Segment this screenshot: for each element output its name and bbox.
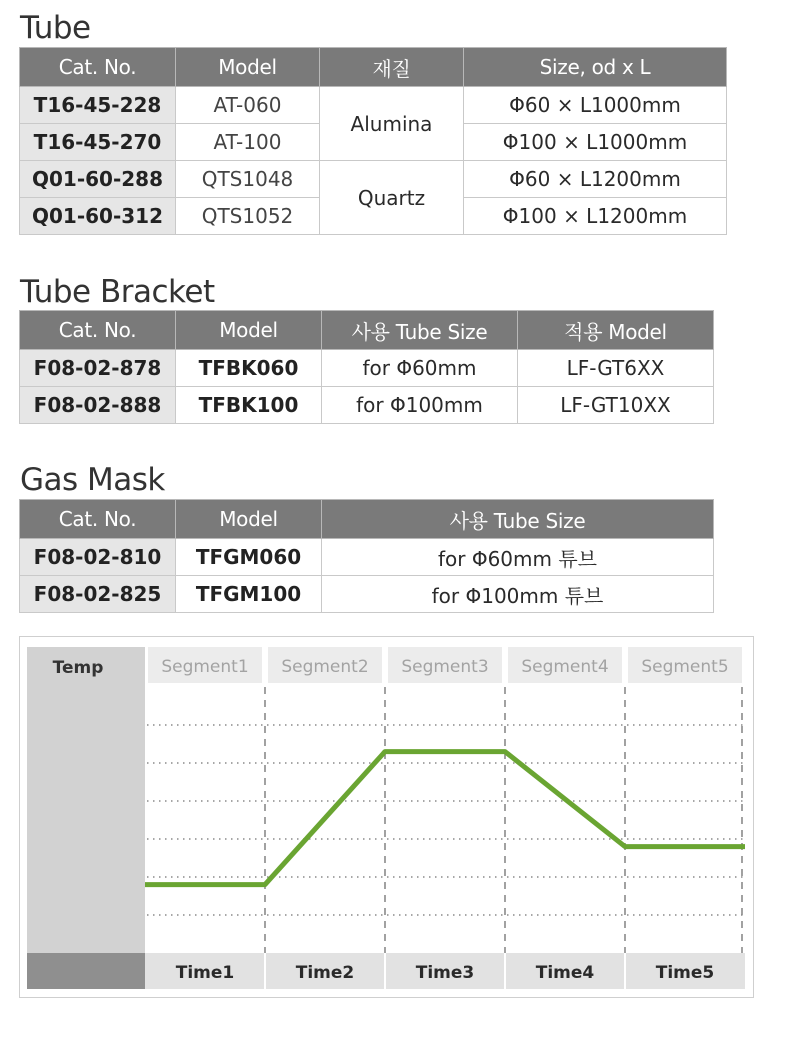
temperature-profile-chart bbox=[19, 636, 754, 998]
size-cell: Φ100 × L1200mm bbox=[464, 198, 727, 235]
size-cell: Φ100 × L1000mm bbox=[464, 124, 727, 161]
model-cell: AT-100 bbox=[176, 124, 320, 161]
tube-size-cell: for Φ60mm 튜브 bbox=[322, 539, 714, 576]
y-axis-label: Temp bbox=[52, 658, 104, 678]
chart-svg bbox=[20, 637, 753, 997]
bracket-section-title: Tube Bracket bbox=[20, 274, 215, 310]
table-row bbox=[20, 539, 714, 576]
header-model: Model bbox=[176, 311, 322, 350]
model-cell: TFGM060 bbox=[176, 539, 322, 576]
header-tube-size: 사용 Tube Size bbox=[322, 500, 714, 539]
model-cell: QTS1048 bbox=[176, 161, 320, 198]
model-cell: AT-060 bbox=[176, 87, 320, 124]
material-cell: Alumina bbox=[320, 87, 464, 161]
gasmask-section-title: Gas Mask bbox=[20, 462, 165, 498]
applied-model-cell: LF-GT10XX bbox=[518, 387, 714, 424]
header-cat-no: Cat. No. bbox=[20, 48, 176, 87]
gasmask-table bbox=[19, 499, 714, 613]
time-tick-label: Time4 bbox=[535, 963, 595, 983]
table-row bbox=[20, 161, 727, 198]
header-material: 재질 bbox=[320, 48, 464, 87]
time-tick-label: Time5 bbox=[655, 963, 715, 983]
header-model: Model bbox=[176, 48, 320, 87]
model-cell: TFBK100 bbox=[176, 387, 322, 424]
segment-label: Segment4 bbox=[521, 657, 609, 677]
table-row bbox=[20, 576, 714, 613]
time-tick-label: Time3 bbox=[415, 963, 475, 983]
cat-no-cell: T16-45-228 bbox=[20, 87, 176, 124]
applied-model-cell: LF-GT6XX bbox=[518, 350, 714, 387]
header-cat-no: Cat. No. bbox=[20, 500, 176, 539]
table-row bbox=[20, 87, 727, 124]
temperature-profile-line bbox=[145, 752, 745, 885]
size-cell: Φ60 × L1200mm bbox=[464, 161, 727, 198]
header-size: Size, od x L bbox=[464, 48, 727, 87]
cat-no-cell: F08-02-888 bbox=[20, 387, 176, 424]
axis-corner bbox=[27, 953, 145, 989]
header-tube-size: 사용 Tube Size bbox=[322, 311, 518, 350]
segment-label: Segment1 bbox=[161, 657, 249, 677]
header-model: Model bbox=[176, 500, 322, 539]
time-tick-label: Time2 bbox=[295, 963, 355, 983]
model-cell: QTS1052 bbox=[176, 198, 320, 235]
table-row bbox=[20, 350, 714, 387]
segment-label: Segment3 bbox=[401, 657, 489, 677]
model-cell: TFBK060 bbox=[176, 350, 322, 387]
tube-size-cell: for Φ100mm bbox=[322, 387, 518, 424]
header-applied-model: 적용 Model bbox=[518, 311, 714, 350]
tube-section-title: Tube bbox=[20, 10, 91, 46]
material-cell: Quartz bbox=[320, 161, 464, 235]
time-tick-label: Time1 bbox=[175, 963, 235, 983]
cat-no-cell: Q01-60-312 bbox=[20, 198, 176, 235]
segment-label: Segment2 bbox=[281, 657, 369, 677]
model-cell: TFGM100 bbox=[176, 576, 322, 613]
cat-no-cell: F08-02-810 bbox=[20, 539, 176, 576]
table-header-row bbox=[20, 48, 727, 87]
table-header-row bbox=[20, 500, 714, 539]
bracket-table bbox=[19, 310, 714, 424]
cat-no-cell: Q01-60-288 bbox=[20, 161, 176, 198]
segment-label: Segment5 bbox=[641, 657, 729, 677]
cat-no-cell: F08-02-878 bbox=[20, 350, 176, 387]
tube-size-cell: for Φ60mm bbox=[322, 350, 518, 387]
size-cell: Φ60 × L1000mm bbox=[464, 87, 727, 124]
table-header-row bbox=[20, 311, 714, 350]
y-axis-panel bbox=[27, 647, 145, 953]
cat-no-cell: T16-45-270 bbox=[20, 124, 176, 161]
header-cat-no: Cat. No. bbox=[20, 311, 176, 350]
cat-no-cell: F08-02-825 bbox=[20, 576, 176, 613]
tube-size-cell: for Φ100mm 튜브 bbox=[322, 576, 714, 613]
table-row bbox=[20, 387, 714, 424]
tube-table bbox=[19, 47, 727, 235]
